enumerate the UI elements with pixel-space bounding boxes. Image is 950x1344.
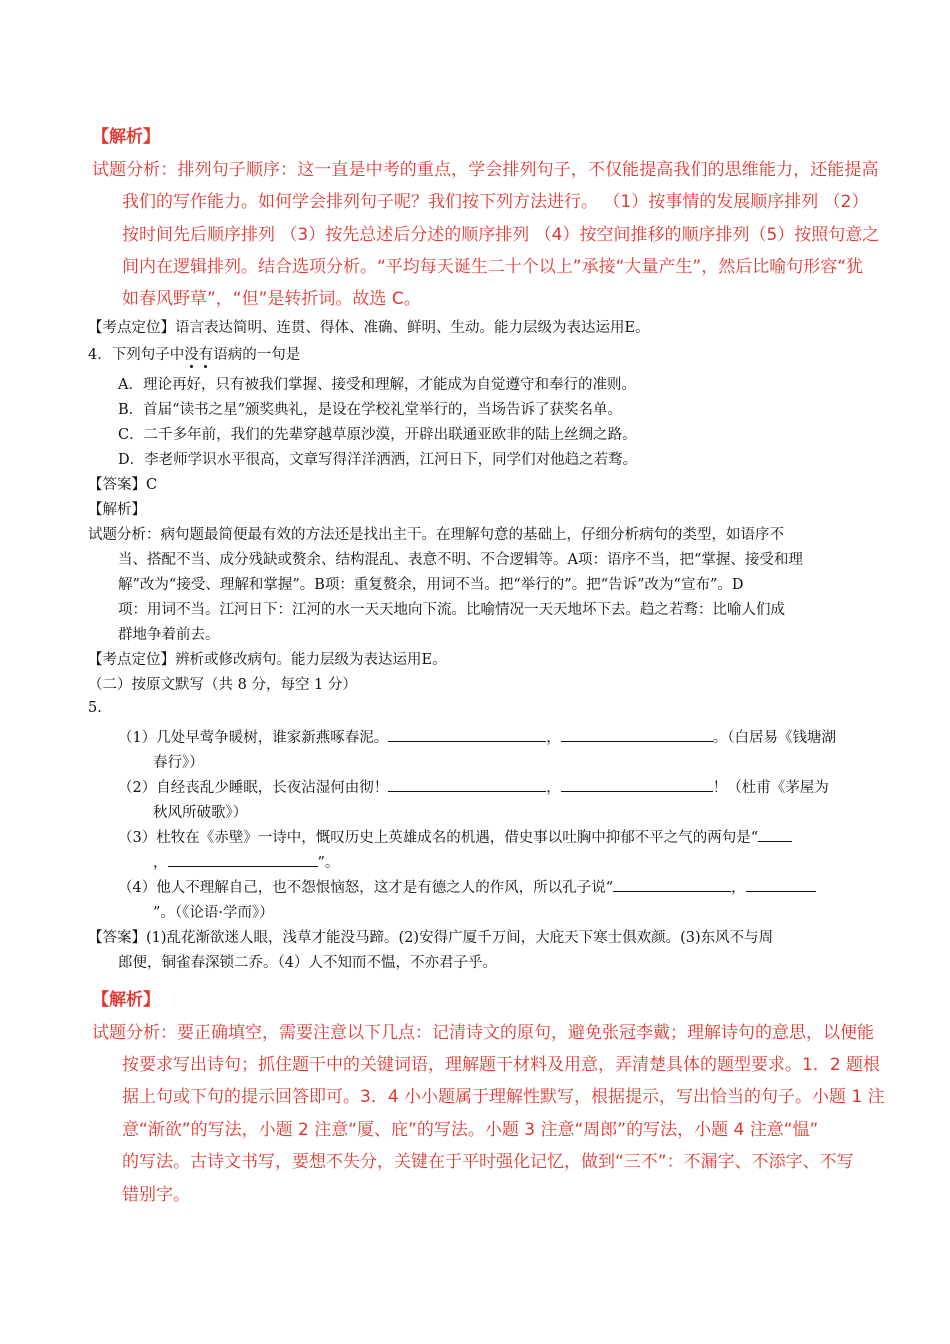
answer-line: 【答案】C [88,477,158,493]
blank-field[interactable] [561,727,713,742]
analysis-line: 群地争着前去。 [118,627,220,643]
analysis-line: 据上句或下句的提示回答即可。3．4 小小题属于理解性默写，根据提示，写出恰当的句子。小题 1 注 [122,1087,885,1107]
analysis-line: 按要求写出诗句；抓住题干中的关键词语，理解题干材料及用意，弄清楚具体的题型要求。1．2 题根 [122,1055,881,1075]
item-text: ， [546,780,561,796]
analysis-line: 项：用词不当。江河日下：江河的水一天天地向下流。比喻情况一天天地坏下去。趋之若骛：比喻人们成 [118,602,785,618]
blank-field[interactable] [388,727,546,742]
stem-text: 4．下列句子中 [88,347,185,363]
item-text: ， [153,855,168,871]
analysis-line: 解”改为“接受、理解和掌握”。B项：重复赘余，用词不当。把“举行的”。把“告诉”改为“宣布”。D [118,577,744,593]
item-text: （1）几处早莺争暖树，谁家新燕啄春泥。 [118,730,389,746]
item-text: ， [731,880,746,896]
analysis-line: 意“渐欲”的写法，小题 2 注意“厦、庇”的写法。小题 3 注意“周郎”的写法，小题 4 注意“愠” [122,1120,819,1140]
option-a: A．理论再好，只有被我们掌握、接受和理解，才能成为自觉遵守和奉行的准则。 [118,377,636,393]
analysis-label: 【解析】 [92,127,160,147]
item-continuation: 春行》） [153,755,204,771]
analysis-line: 的写法。古诗文书写，要想不失分，关键在于平时强化记忆，做到“三不”：不漏字、不添字、不写 [122,1152,854,1172]
item-text: ”。 [317,855,340,871]
analysis-line: 按时间先后顺序排列 （3）按先总述后分述的顺序排列 （4）按空间推移的顺序排列（5）按照句意之 [122,225,880,245]
kaodian-line: 【考点定位】语言表达简明、连贯、得体、准确、鲜明、生动。能力层级为表达运用E。 [88,320,650,336]
item-text: （4）他人不理解自己，也不怨恨恼怒，这才是有德之人的作风，所以孔子说“ [118,880,614,896]
blank-field[interactable] [561,777,713,792]
item-text: ， [546,730,561,746]
blank-field[interactable] [168,852,318,867]
recitation-item-4 [118,876,816,897]
item-text: （2）自经丧乱少睡眠，长夜沾湿何由彻！ [118,780,389,796]
question-number: 5. [88,700,102,716]
analysis-label: 【解析】 [92,990,160,1010]
stem-text: 语病的一句是 [213,347,301,363]
analysis-line: 试题分析：要正确填空，需要注意以下几点：记清诗文的原句，避免张冠李戴；理解诗句的意思，以便能 [92,1023,874,1043]
recitation-item-3 [118,826,792,847]
analysis-line: 间内在逻辑排列。结合选项分析。“平均每天诞生二十个以上”承接“大量产生”，然后比喻句形容“犹 [122,257,864,277]
analysis-line: 如春风野草”，“但”是转折词。故选 C。 [122,289,421,309]
item-continuation [153,851,339,872]
blank-field[interactable] [746,877,816,892]
kaodian-line: 【考点定位】辨析或修改病句。能力层级为表达运用E。 [88,652,447,668]
blank-field[interactable] [758,827,792,842]
emphasis-char: 没 [184,347,199,363]
option-b: B．首届“读书之星”颁奖典礼，是设在学校礼堂举行的，当场告诉了获奖名单。 [118,402,622,418]
item-continuation: 秋风所破歌》） [153,805,248,821]
recitation-item-2 [118,776,829,797]
recitation-item-1 [118,726,836,747]
analysis-line: 试题分析：排列句子顺序：这一直是中考的重点，学会排列句子，不仅能提高我们的思维能力，还能提高 [92,160,879,180]
blank-field[interactable] [388,777,546,792]
emphasis-char: 有 [198,347,214,363]
option-c: C．二千多年前，我们的先辈穿越草原沙漠，开辟出联通亚欧非的陆上丝绸之路。 [118,427,637,443]
analysis-line: 错别字。 [122,1185,190,1205]
answer-line: 【答案】(1)乱花渐欲迷人眼，浅草才能没马蹄。(2)安得广厦千万间，大庇天下寒士俱欢颜。(3)东风不与周 [88,930,774,946]
section-heading: （二）按原文默写（共 8 分，每空 1 分） [88,677,357,693]
analysis-label: 【解析】 [88,502,146,518]
blank-field[interactable] [613,877,731,892]
item-continuation: ”。（《论语·学而》） [153,905,274,921]
analysis-line: 试题分析：病句题最简便最有效的方法还是找出主干。在理解句意的基础上，仔细分析病句的类型，如语序不 [88,527,784,543]
answer-line: 郎便，铜雀春深锁二乔。（4）人不知而不愠，不亦君子乎。 [118,955,497,971]
question-4-stem [88,343,300,364]
item-text: ！（杜甫《茅屋为 [712,780,829,796]
analysis-line: 当、搭配不当、成分残缺或赘余、结构混乱、表意不明、不合逻辑等。A项：语序不当，把“掌握、接受和理 [118,552,803,568]
item-text: 。（白居易《钱塘湖 [712,730,836,746]
analysis-line: 我们的写作能力。如何学会排列句子呢？我们按下列方法进行。 （1）按事情的发展顺序排列 （2） [122,192,869,212]
item-text: （3）杜牧在《赤壁》一诗中，慨叹历史上英雄成名的机遇，借史事以吐胸中抑郁不平之气的两句是“ [118,830,759,846]
option-d: D．李老师学识水平很高，文章写得洋洋洒洒，江河日下，同学们对他趋之若骛。 [118,452,638,468]
